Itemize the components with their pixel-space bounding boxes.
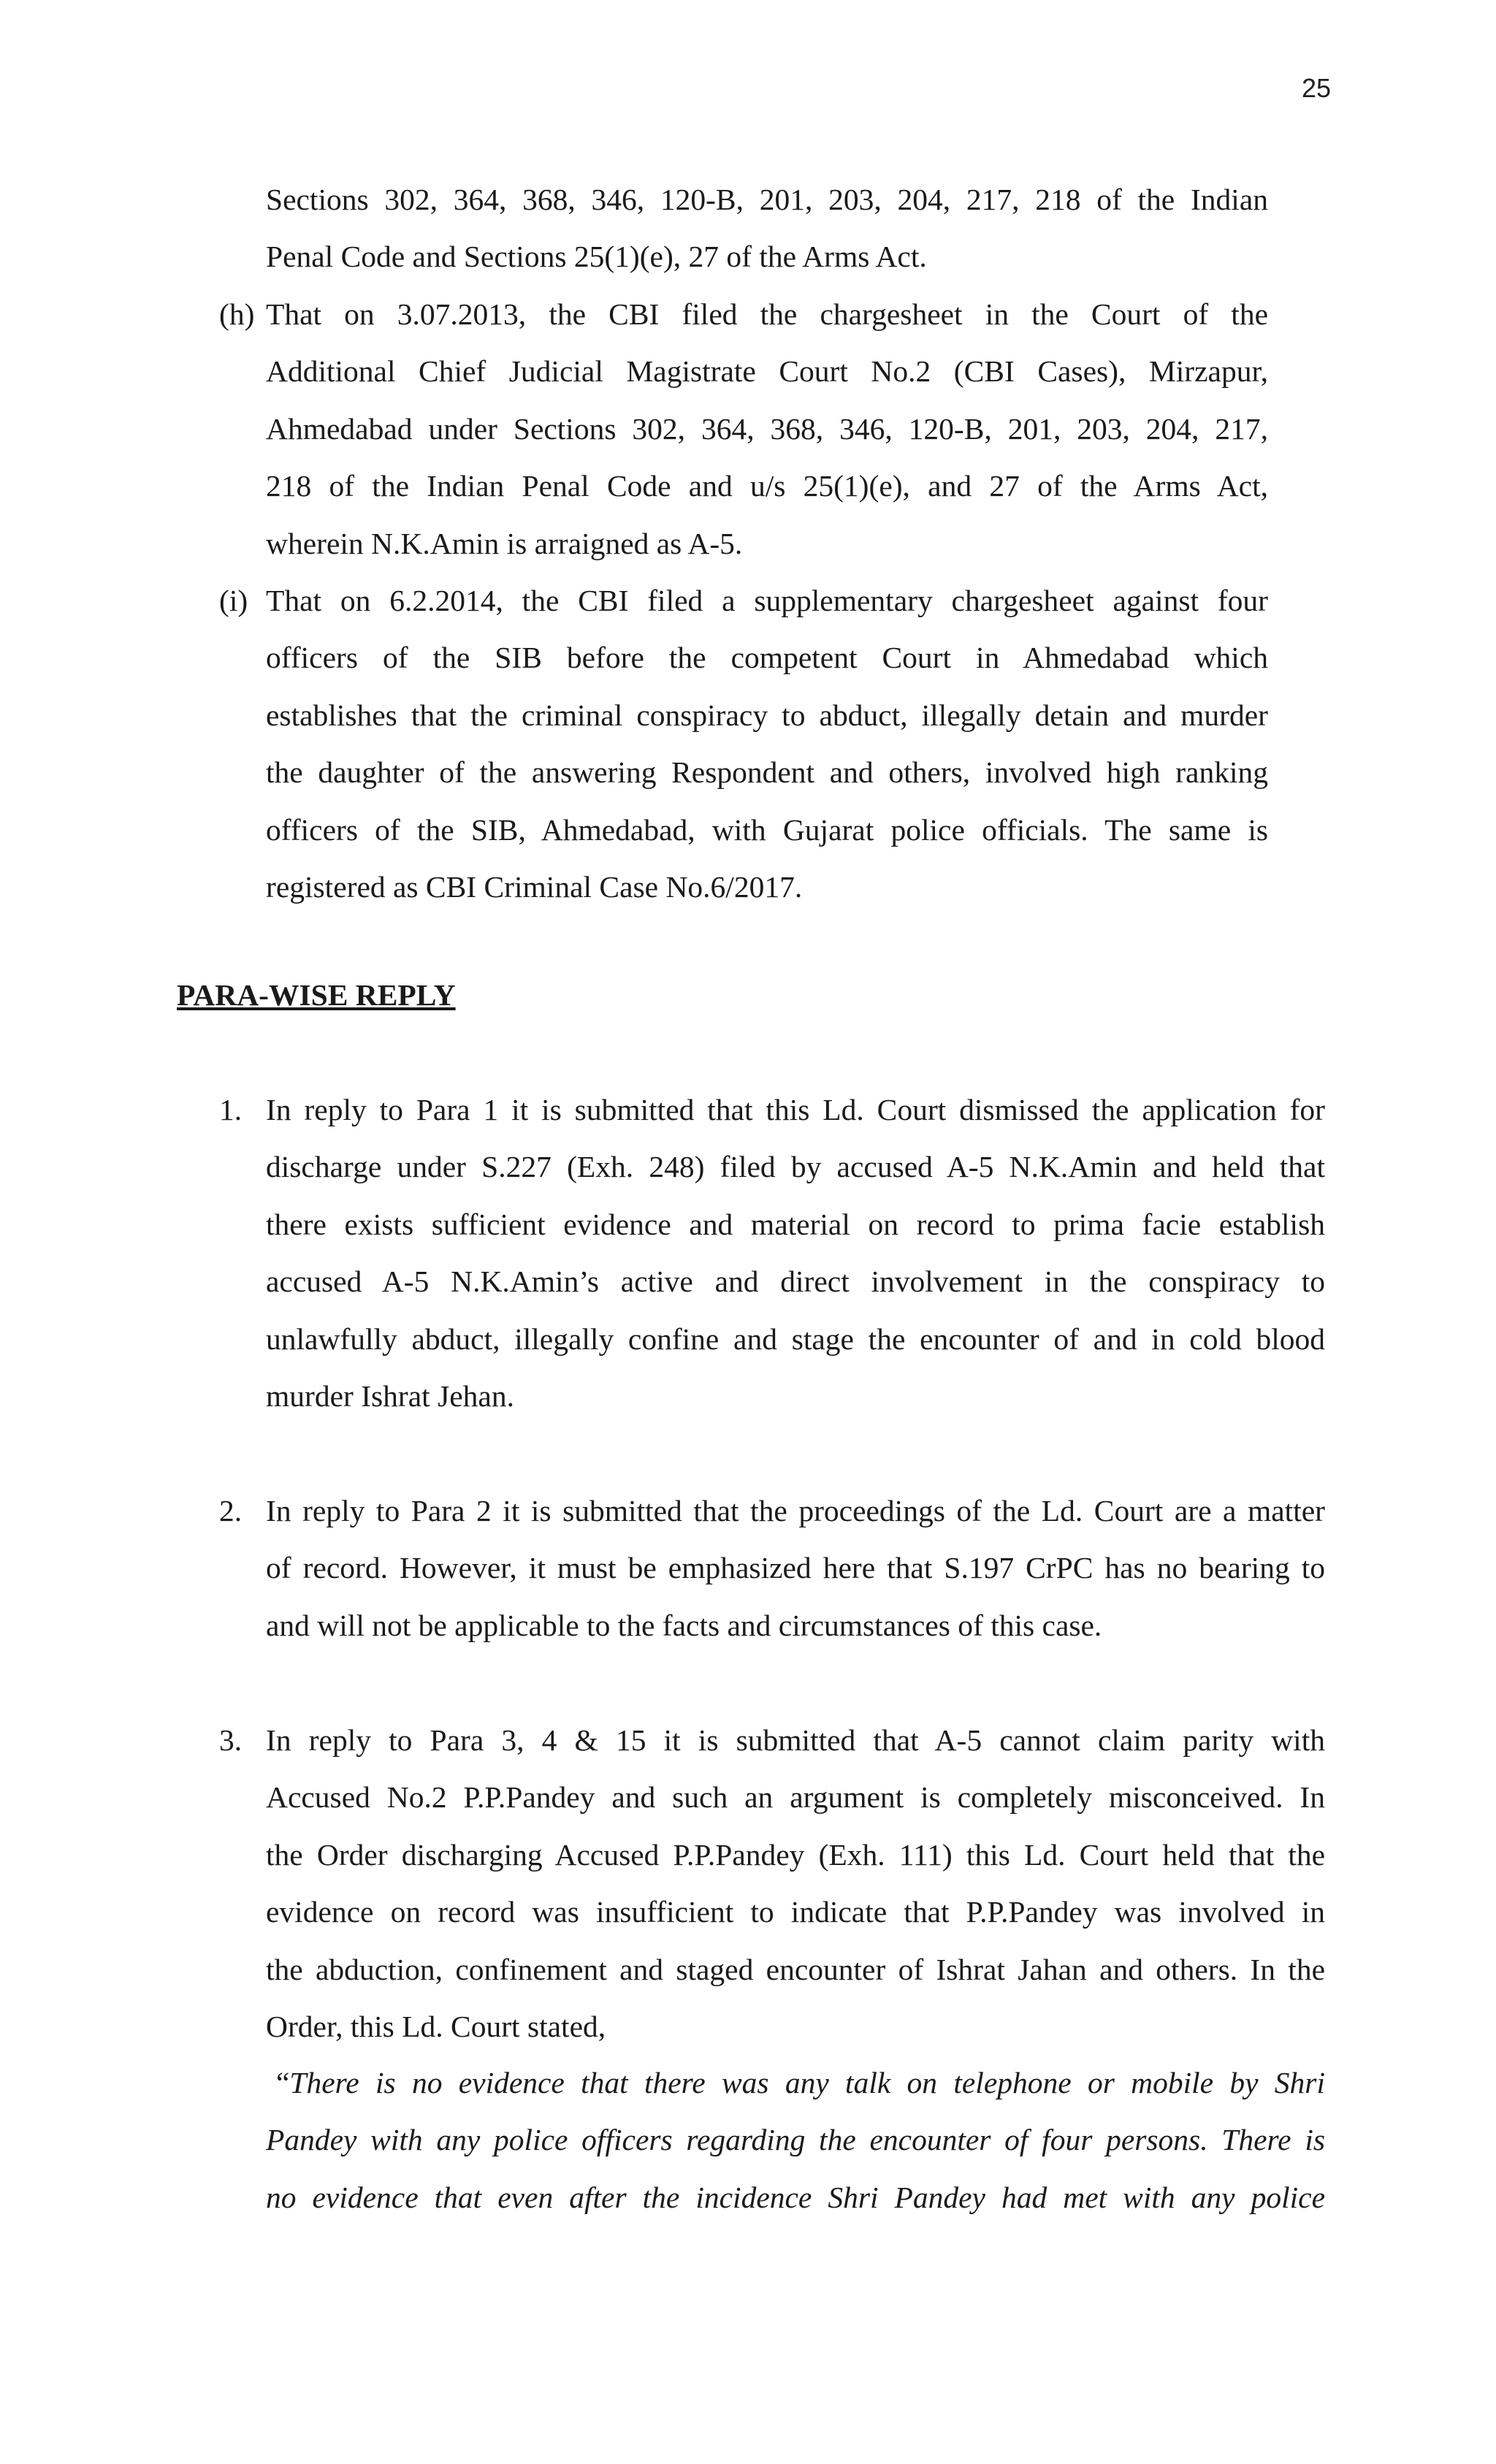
paragraph-text [266, 1712, 1325, 2055]
text-line: registered as CBI Criminal Case No.6/2017. [266, 870, 803, 904]
text-line: the abduction, confinement and staged encounter of Ishrat Jahan and others. In the [266, 1952, 1325, 1986]
page-number: 25 [1301, 73, 1331, 103]
paragraph-text [266, 1081, 1325, 1424]
text-line: accused A-5 N.K.Amin’s active and direct involvement in the conspiracy to [266, 1265, 1325, 1299]
text-line: officers of the SIB before the competent Court in Ahmedabad which [266, 641, 1268, 675]
text-line: unlawfully abduct, illegally confine and stage the encounter of and in cold blood [266, 1321, 1325, 1356]
numbered-item-3 [219, 1712, 1325, 2055]
numbered-item-1 [219, 1081, 1325, 1424]
paragraph-text [266, 286, 1268, 572]
text-line: Order, this Ld. Court stated, [266, 2010, 606, 2044]
text-line: evidence on record was insufficient to indicate that P.P.Pandey was involved in [266, 1895, 1325, 1929]
text-line: In reply to Para 1 it is submitted that this Ld. Court dismissed the application for [266, 1093, 1325, 1126]
text-line: no evidence that even after the incidence Shri Pandey had met with any police [266, 2180, 1325, 2214]
text-line: murder Ishrat Jehan. [266, 1379, 514, 1414]
quote-line-text: There is no evidence that there was any talk on telephone or mobile by Shri [289, 2066, 1325, 2099]
text-line: the Order discharging Accused P.P.Pandey (Exh. 111) this Ld. Court held that the [266, 1837, 1325, 1872]
text-line: Ahmedabad under Sections 302, 364, 368, 346, 120-B, 201, 203, 204, 217, [266, 411, 1268, 446]
text-line: Pandey with any police officers regarding the encounter of four persons. There is [266, 2123, 1325, 2157]
text-line: wherein N.K.Amin is arraigned as A-5. [266, 526, 743, 560]
text-line: and will not be applicable to the facts and circumstances of this case. [266, 1608, 1102, 1642]
paragraph-text [266, 1482, 1325, 1654]
text-line: That on 3.07.2013, the CBI filed the chargesheet in the Court of the [266, 297, 1268, 331]
text-line: Additional Chief Judicial Magistrate Court No.2 (CBI Cases), Mirzapur, [266, 354, 1268, 389]
text-line: Penal Code and Sections 25(1)(e), 27 of the Arms Act. [266, 240, 927, 274]
list-marker: 1. [219, 1093, 243, 1126]
text-line: In reply to Para 2 it is submitted that the proceedings of the Ld. Court are a matter [266, 1494, 1325, 1527]
paragraph-i [219, 572, 1268, 915]
text-line: Sections 302, 364, 368, 346, 120-B, 201, 203, 204, 217, 218 of the Indian [266, 183, 1268, 216]
paragraph-h [219, 286, 1268, 572]
list-marker: (i) [219, 584, 248, 617]
quoted-order-excerpt [266, 2054, 1325, 2226]
text-line: Accused No.2 P.P.Pandey and such an argument is completely misconceived. In [266, 1780, 1325, 1815]
numbered-item-2 [219, 1482, 1325, 1654]
list-marker: 3. [219, 1723, 243, 1757]
paragraph-text [266, 572, 1268, 915]
list-marker: (h) [219, 297, 255, 331]
text-line: establishes that the criminal conspiracy to abduct, illegally detain and murder [266, 698, 1268, 732]
open-quote-mark: “ [276, 2066, 290, 2099]
text-line: the daughter of the answering Respondent and others, involved high ranking [266, 755, 1268, 790]
text-line: officers of the SIB, Ahmedabad, with Gujarat police officials. The same is [266, 812, 1268, 847]
text-line: of record. However, it must be emphasized here that S.197 CrPC has no bearing to [266, 1551, 1325, 1585]
text-line: That on 6.2.2014, the CBI filed a supplementary chargesheet against four [266, 584, 1268, 617]
text-line: In reply to Para 3, 4 & 15 it is submitted that A-5 cannot claim parity with [266, 1723, 1325, 1757]
section-heading: PARA-WISE REPLY [177, 978, 456, 1012]
list-marker: 2. [219, 1494, 243, 1527]
text-line [266, 2054, 1325, 2111]
text-line: 218 of the Indian Penal Code and u/s 25(1)(e), and 27 of the Arms Act, [266, 469, 1268, 503]
text-line: discharge under S.227 (Exh. 248) filed by accused A-5 N.K.Amin and held that [266, 1150, 1325, 1184]
continuation-paragraph [266, 171, 1268, 286]
text-line: there exists sufficient evidence and material on record to prima facie establish [266, 1207, 1325, 1241]
